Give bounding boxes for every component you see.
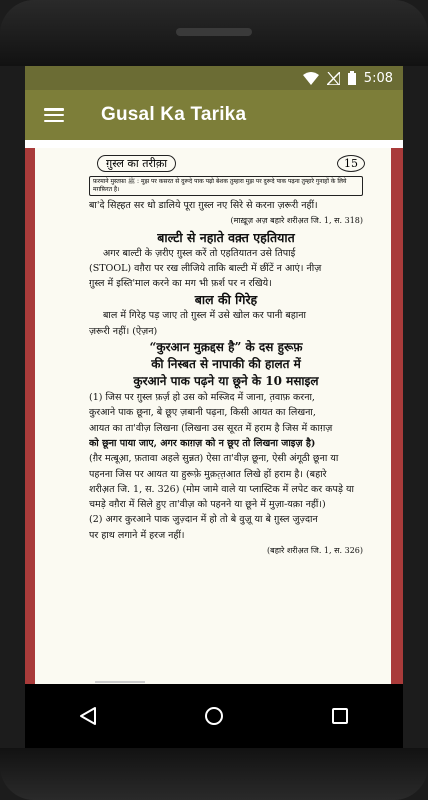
text-line: पहनना जिस पर आयत या हुरूफ़े मुक़त़्त़आत लिखे हों हराम है। (बहारे [89,468,327,480]
phone-screen [25,66,403,748]
text-line: ग़ुस्ल में इस्ति'माल करने का मग भी फ़र्श पर न रखिये। [89,278,272,290]
page-number: 15 [337,155,365,172]
battery-icon [348,71,356,85]
text-line: बाल में गिरेह पड़ जाए तो ग़ुस्ल में उसे खोल कर पानी बहाना [103,310,307,322]
text-line: आयत का ता'वीज़ लिखना (लिखना उस सूरत में हराम है जिस में काग़ज़ [89,422,333,434]
text-line: शरीअ़त जि. 1, स. 326) (मोम जामे वाले या प्लास्टिक में लपेट कर कपड़े या [89,483,354,495]
content-area[interactable] [25,140,403,684]
menu-button[interactable] [25,90,83,140]
hamburger-menu-icon [44,108,64,122]
text-line: (1) जिस पर ग़ुस्ल फ़र्ज़ हो उस को मस्जिद में जाना, त़वाफ़ करना, [89,392,315,404]
page-body [89,198,363,558]
text-line: पर हाथ लगाने में हरज नहीं। [89,529,185,541]
home-button[interactable] [184,696,244,736]
home-icon [204,706,224,726]
text-line: को छूना पाया जाए, अगर काग़ज़ को न छूए तो लिखना जाइज़ है) [89,437,316,449]
wifi-icon [303,72,319,85]
section-heading: बाल की गिरेह [194,292,258,308]
farman-box: फ़रमाने मुस्तफ़ा ﷺ : मुझ पर कसरत से दुरूदे पाक पढ़ो बेशक तुम्हारा मुझ पर दुरूदे पाक पढ़ना तुम्हारे गुनाहों के लिये मग़फ़िरत है। [89,176,363,196]
status-time: 5:08 [363,70,393,86]
page-header-title: ग़ुस्ल का तरीक़ा [97,155,176,172]
text-line: (2) अगर कुरआने पाक जुज़्दान में हो तो बे वुज़ू या बे ग़ुस्ल जुज़्दान [89,514,318,526]
text-line: (ग़ैर मत्बूआ़, फ़तावा अहले सुन्नत) ऐसा ता'वीज़ छूना, ऐसी अंगूठी छूना या [89,453,339,465]
section-heading: “कुरआन मुक़द्दस है” के दस हुरूफ़ [149,340,303,355]
phone-bezel-bottom [0,748,428,800]
section-heading: कुरआने पाक पढ़ने या छूने के 10 मसाइल [133,374,319,389]
text-line: चमड़े वग़ैरा में सिले हुए ता'वीज़ को पहनने या छूने में मुज़ा-यक़ा नहीं।) [89,499,326,511]
page-header [35,148,391,174]
reference-line: (माख़ूज़ अज़ बहारे शरीअ़त जि. 1, स. 318) [230,216,363,226]
text-line: ज़रूरी नहीं। (ऐज़न) [89,325,158,337]
book-page[interactable] [25,148,403,684]
section-heading: की निस्बत से नापाकी की हालत में [151,357,301,372]
reference-line: (बहारे शरीअ़त जि. 1, स. 326) [267,546,363,556]
phone-speaker [176,28,252,36]
phone-bezel-top [0,0,428,66]
text-line: अगर बाल्टी के ज़रीए ग़ुस्ल करें तो एहतियातन उसे तिपाई [103,247,296,259]
back-icon [79,706,97,726]
app-bar [25,90,403,140]
recents-icon [331,707,349,725]
signal-icon [327,72,340,85]
scroll-indicator [95,681,145,683]
text-line: कुरआने पाक छूना, बे छूए ज़बानी पढ़ना, किसी आयत का लिखना, [89,407,316,419]
recents-button[interactable] [310,696,370,736]
app-title: Gusal Ka Tarika [101,104,247,125]
page-paper [35,148,391,684]
section-heading: बाल्टी से नहाते वक़्त एहतियात [157,229,295,245]
back-button[interactable] [58,696,118,736]
text-line: बा'दे सिह्हत सर धो डालिये पूरा ग़ुस्ल नए सिरे से करना ज़रूरी नहीं। [89,200,318,211]
status-bar [25,66,403,90]
text-line: (STOOL) वग़ैरा पर रख लीजिये ताकि बाल्टी में छींटें न आएं। नीज़ [89,262,322,274]
navigation-bar [25,684,403,748]
